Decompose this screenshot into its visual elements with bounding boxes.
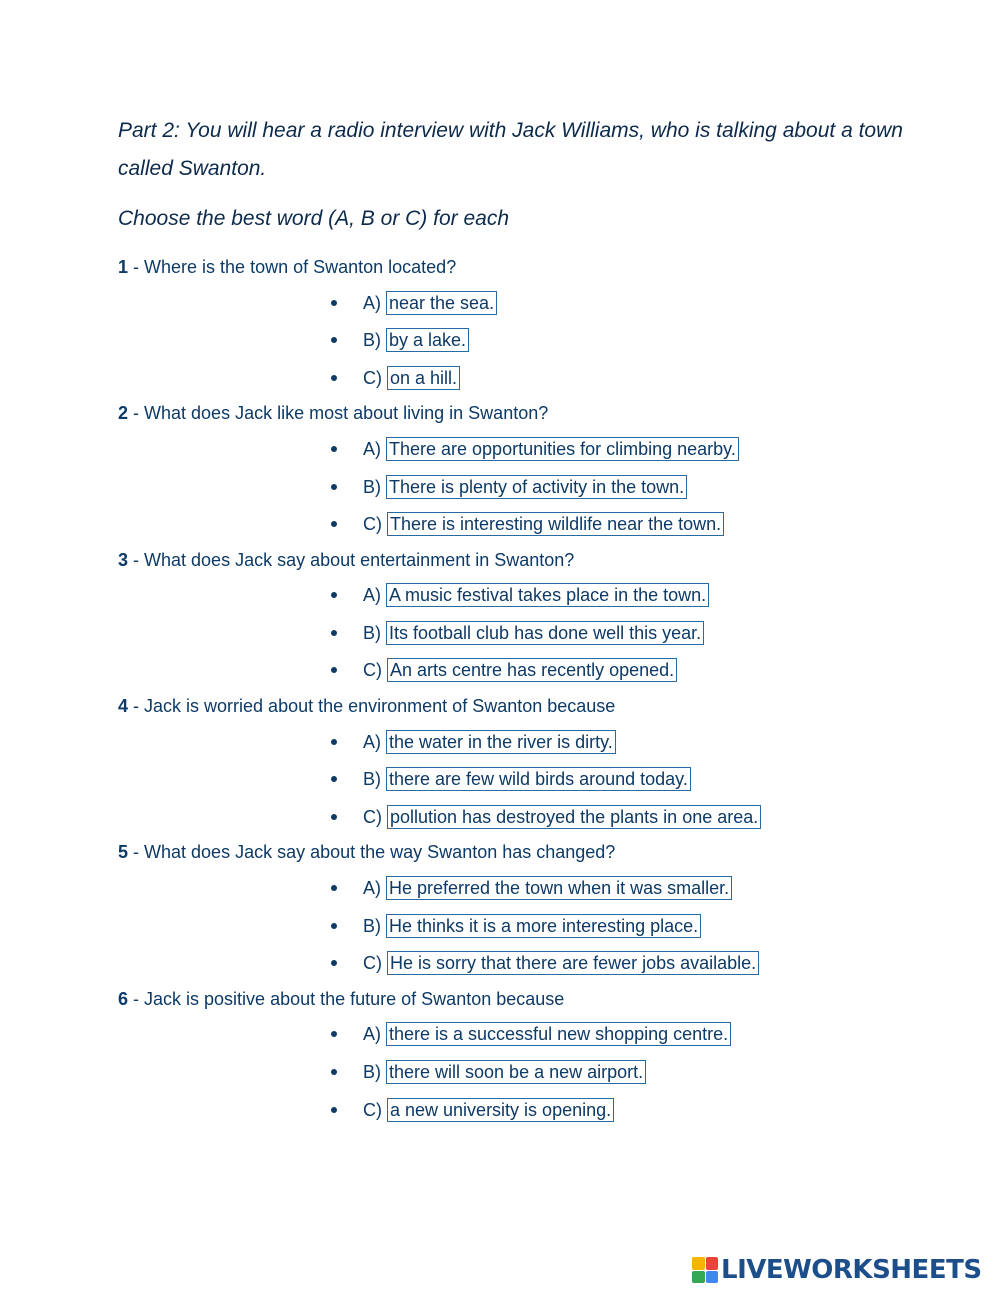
option-row — [328, 657, 677, 683]
liveworksheets-logo — [692, 1254, 982, 1286]
answer-option-2-a[interactable]: There are opportunities for climbing nearby. — [386, 437, 739, 461]
option-row — [328, 1059, 646, 1085]
option-letter: B) — [363, 1061, 381, 1082]
question-4 — [118, 696, 615, 717]
option-letter: B) — [363, 476, 381, 497]
bullet-icon — [331, 1031, 337, 1037]
option-letter: C) — [363, 806, 382, 827]
answer-option-3-b[interactable]: Its football club has done well this year. — [386, 621, 704, 645]
option-row — [328, 436, 739, 462]
answer-option-1-a[interactable]: near the sea. — [386, 291, 497, 315]
bullet-icon — [331, 446, 337, 452]
option-row — [328, 1021, 731, 1047]
option-row — [328, 327, 469, 353]
bullet-icon — [331, 300, 337, 306]
logo-square — [706, 1257, 719, 1270]
question-5 — [118, 842, 615, 863]
answer-option-4-c[interactable]: pollution has destroyed the plants in one area. — [387, 805, 761, 829]
option-letter: B) — [363, 915, 381, 936]
question-2 — [118, 403, 548, 424]
answer-option-3-c[interactable]: An arts centre has recently opened. — [387, 658, 677, 682]
bullet-icon — [331, 667, 337, 673]
bullet-icon — [331, 814, 337, 820]
bullet-icon — [331, 375, 337, 381]
question-number: 6 — [118, 989, 129, 1009]
option-row — [328, 511, 724, 537]
question-text: - What does Jack like most about living in Swanton? — [133, 403, 549, 423]
question-text: - Where is the town of Swanton located? — [133, 257, 457, 277]
answer-option-1-b[interactable]: by a lake. — [386, 328, 469, 352]
option-row — [328, 290, 497, 316]
option-row — [328, 950, 759, 976]
answer-option-6-b[interactable]: there will soon be a new airport. — [386, 1060, 646, 1084]
question-3 — [118, 550, 574, 571]
question-text: - What does Jack say about entertainment in Swanton? — [133, 550, 575, 570]
option-letter: A) — [363, 877, 381, 898]
bullet-icon — [331, 630, 337, 636]
question-6 — [118, 989, 564, 1010]
option-row — [328, 804, 761, 830]
answer-option-5-b[interactable]: He thinks it is a more interesting place. — [386, 914, 701, 938]
answer-option-4-a[interactable]: the water in the river is dirty. — [386, 730, 616, 754]
question-number: 3 — [118, 550, 129, 570]
option-row — [328, 913, 701, 939]
option-letter: C) — [363, 659, 382, 680]
question-number: 1 — [118, 257, 129, 277]
option-row — [328, 729, 616, 755]
logo-text: LIVEWORKSHEETS — [721, 1255, 982, 1285]
question-number: 2 — [118, 403, 129, 423]
option-letter: C) — [363, 513, 382, 534]
bullet-icon — [331, 521, 337, 527]
question-number: 4 — [118, 696, 129, 716]
option-letter: A) — [363, 1023, 381, 1044]
option-letter: B) — [363, 768, 381, 789]
question-number: 5 — [118, 842, 129, 862]
answer-option-2-b[interactable]: There is plenty of activity in the town. — [386, 475, 687, 499]
option-row — [328, 582, 709, 608]
answer-option-2-c[interactable]: There is interesting wildlife near the town. — [387, 512, 724, 536]
bullet-icon — [331, 923, 337, 929]
option-letter: C) — [363, 952, 382, 973]
answer-option-6-c[interactable]: a new university is opening. — [387, 1098, 614, 1122]
answer-option-5-a[interactable]: He preferred the town when it was smaller. — [386, 876, 732, 900]
answer-option-4-b[interactable]: there are few wild birds around today. — [386, 767, 691, 791]
option-letter: A) — [363, 731, 381, 752]
option-letter: B) — [363, 329, 381, 350]
logo-square — [692, 1271, 705, 1284]
option-row — [328, 1097, 614, 1123]
question-text: - What does Jack say about the way Swanton has changed? — [133, 842, 616, 862]
instructions-intro: Part 2: You will hear a radio interview with Jack Williams, who is talking about a town called Swanton. — [118, 119, 903, 180]
logo-square — [706, 1271, 719, 1284]
bullet-icon — [331, 885, 337, 891]
bullet-icon — [331, 1107, 337, 1113]
logo-grid-icon — [692, 1257, 718, 1283]
bullet-icon — [331, 960, 337, 966]
option-letter: C) — [363, 1099, 382, 1120]
bullet-icon — [331, 776, 337, 782]
option-letter: B) — [363, 622, 381, 643]
option-row — [328, 875, 732, 901]
bullet-icon — [331, 592, 337, 598]
question-text: - Jack is positive about the future of Swanton because — [133, 989, 565, 1009]
option-row — [328, 474, 687, 500]
bullet-icon — [331, 337, 337, 343]
option-row — [328, 620, 704, 646]
instructions-choose: Choose the best word (A, B or C) for each — [118, 207, 510, 230]
question-text: - Jack is worried about the environment of Swanton because — [133, 696, 616, 716]
answer-option-5-c[interactable]: He is sorry that there are fewer jobs available. — [387, 951, 759, 975]
option-row — [328, 365, 460, 391]
option-letter: C) — [363, 367, 382, 388]
option-letter: A) — [363, 584, 381, 605]
answer-option-3-a[interactable]: A music festival takes place in the town. — [386, 583, 709, 607]
bullet-icon — [331, 484, 337, 490]
option-letter: A) — [363, 438, 381, 459]
logo-square — [692, 1257, 705, 1270]
answer-option-6-a[interactable]: there is a successful new shopping centre. — [386, 1022, 731, 1046]
option-row — [328, 766, 691, 792]
bullet-icon — [331, 739, 337, 745]
bullet-icon — [331, 1069, 337, 1075]
option-letter: A) — [363, 292, 381, 313]
question-1 — [118, 257, 456, 278]
answer-option-1-c[interactable]: on a hill. — [387, 366, 460, 390]
